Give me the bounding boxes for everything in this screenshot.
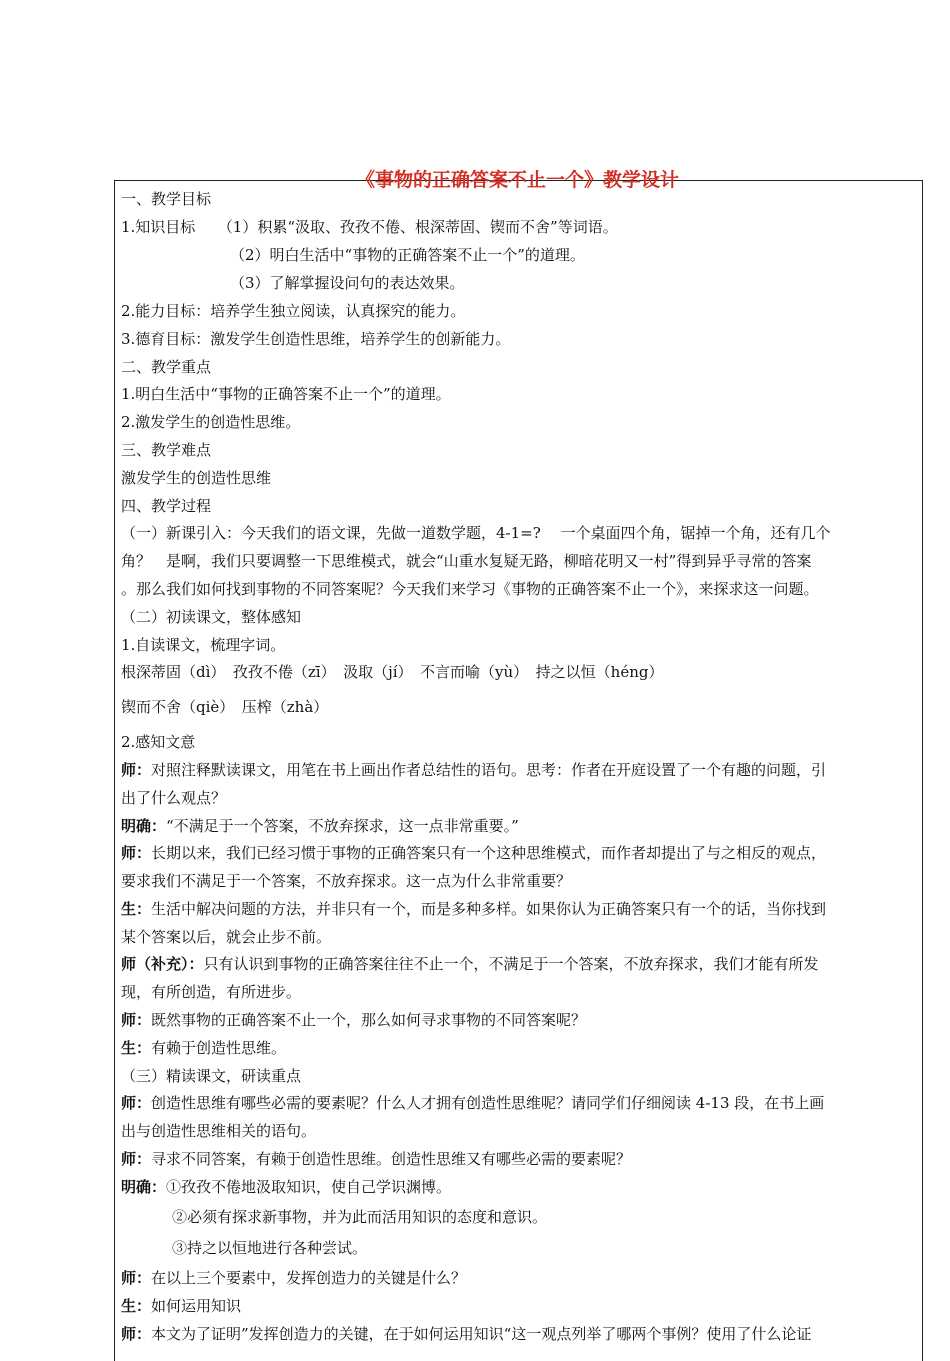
line-text: （3）了解掌握设问句的表达效果。 — [230, 274, 465, 292]
line-text: 寻求不同答案，有赖于创造性思维。创造性思维又有哪些必需的要素呢？ — [151, 1150, 632, 1168]
line-text: ②必须有探求新事物，并为此而活用知识的态度和意识。 — [172, 1208, 548, 1226]
text-line — [121, 580, 916, 598]
text-line — [121, 497, 916, 515]
text-line — [121, 190, 916, 208]
line-text: ①孜孜不倦地汲取知识，使自己学识渊博。 — [166, 1178, 452, 1196]
text-line — [230, 274, 950, 292]
text-line — [121, 1325, 916, 1343]
line-text: 本文为了证明”发挥创造力的关键，在于如何运用知识“这一观点列举了哪两个事例？使用了什么论证 — [151, 1325, 812, 1343]
text-line — [121, 302, 916, 320]
line-text: 出与创造性思维相关的语句。 — [121, 1122, 317, 1140]
speaker-label: 师： — [121, 1269, 152, 1287]
text-line — [121, 761, 916, 779]
line-text: 创造性思维有哪些必需的要素呢？什么人才拥有创造性思维呢？请同学们仔细阅读 4-13 段，在书上画 — [151, 1094, 825, 1112]
text-line — [121, 608, 916, 626]
text-line — [172, 1239, 950, 1257]
text-line — [121, 1094, 916, 1112]
line-text: （2）明白生活中“事物的正确答案不止一个”的道理。 — [230, 246, 585, 264]
text-line — [121, 469, 916, 487]
text-line — [121, 218, 916, 236]
text-line — [121, 872, 916, 890]
text-line — [121, 900, 916, 918]
line-text: 在以上三个要素中，发挥创造力的关键是什么？ — [151, 1269, 467, 1287]
line-text: （三）精读课文，研读重点 — [121, 1067, 302, 1085]
line-text: 激发学生的创造性思维 — [121, 469, 272, 487]
line-text: 2.激发学生的创造性思维。 — [121, 413, 301, 431]
line-text: 某个答案以后，就会止步不前。 — [121, 928, 332, 946]
page-title: 《事物的正确答案不止一个》教学设计 — [355, 169, 679, 191]
text-line — [121, 330, 916, 348]
line-text: ③持之以恒地进行各种尝试。 — [172, 1239, 368, 1257]
text-line — [172, 1208, 950, 1226]
line-text: “不满足于一个答案，不放弃探求，这一点非常重要。” — [166, 817, 519, 835]
line-text: 长期以来，我们已经习惯于事物的正确答案只有一个这种思维模式，而作者却提出了与之相反的观点， — [151, 844, 827, 862]
text-line — [121, 1039, 916, 1057]
line-text: （二）初读课文，整体感知 — [121, 608, 302, 626]
text-line — [121, 817, 916, 835]
text-line — [121, 524, 916, 542]
text-line — [121, 1269, 916, 1287]
text-line — [121, 1122, 916, 1140]
line-text: 一、教学目标 — [121, 190, 212, 208]
line-text: 生活中解决问题的方法，并非只有一个，而是多种多样。如果你认为正确答案只有一个的话，当你找到 — [151, 900, 827, 918]
text-line — [121, 663, 916, 681]
text-line — [121, 928, 916, 946]
speaker-label: 师： — [121, 1325, 152, 1343]
text-line — [121, 1011, 916, 1029]
speaker-label: 师： — [121, 761, 152, 779]
line-text: 二、教学重点 — [121, 358, 212, 376]
speaker-label: 师： — [121, 1094, 152, 1112]
line-text: 要求我们不满足于一个答案，不放弃探求。这一点为什么非常重要？ — [121, 872, 572, 890]
text-line — [121, 636, 916, 654]
line-text: 3.德育目标：激发学生创造性思维，培养学生的创新能力。 — [121, 330, 511, 348]
text-line — [121, 358, 916, 376]
speaker-label: 师： — [121, 844, 152, 862]
line-text: 现，有所创造，有所进步。 — [121, 983, 302, 1001]
text-line — [121, 1067, 916, 1085]
text-line — [121, 698, 916, 716]
line-text: 四、教学过程 — [121, 497, 212, 515]
line-text: 2.能力目标：培养学生独立阅读，认真探究的能力。 — [121, 302, 466, 320]
line-text: 既然事物的正确答案不止一个，那么如何寻求事物的不同答案呢？ — [151, 1011, 587, 1029]
speaker-label: 明确： — [121, 1178, 167, 1196]
speaker-label: 师： — [121, 1150, 152, 1168]
line-text: 2.感知文意 — [121, 733, 196, 751]
line-text: 对照注释默读课文，用笔在书上画出作者总结性的语句。思考：作者在开庭设置了一个有趣的问题，引 — [151, 761, 827, 779]
text-line — [121, 552, 916, 570]
text-line — [121, 789, 916, 807]
text-line — [121, 955, 916, 973]
text-line — [121, 983, 916, 1001]
line-text: 三、教学难点 — [121, 441, 212, 459]
line-text: 出了什么观点？ — [121, 789, 227, 807]
line-text: 锲而不舍（qiè） 压榨（zhà） — [121, 698, 329, 716]
text-line — [121, 844, 916, 862]
text-line — [121, 1178, 916, 1196]
line-text: （一）新课引入：今天我们的语文课，先做一道数学题，4-1=? 一个桌面四个角，锯掉一个角，还有几个 — [121, 524, 831, 542]
speaker-label: 师： — [121, 1011, 152, 1029]
text-line — [121, 441, 916, 459]
speaker-label: 生： — [121, 1297, 152, 1315]
line-text: 1.明白生活中“事物的正确答案不止一个”的道理。 — [121, 385, 451, 403]
line-text: 有赖于创造性思维。 — [151, 1039, 287, 1057]
text-line — [121, 413, 916, 431]
line-text: 只有认识到事物的正确答案往往不止一个，不满足于一个答案，不放弃探求，我们才能有所发 — [203, 955, 819, 973]
text-line — [121, 733, 916, 751]
line-text: 1.知识目标 （1）积累“汲取、孜孜不倦、根深蒂固、锲而不舍”等词语。 — [121, 218, 618, 236]
line-text: 。那么我们如何找到事物的不同答案呢？今天我们来学习《事物的正确答案不止一个》，来探求这一问题。 — [121, 580, 819, 598]
line-text: 根深蒂固（dì） 孜孜不倦（zī） 汲取（jí） 不言而喻（yù） 持之以恒（héng） — [121, 663, 664, 681]
line-text: 如何运用知识 — [151, 1297, 242, 1315]
speaker-label: 生： — [121, 1039, 152, 1057]
line-text: 角？ 是啊，我们只要调整一下思维模式，就会“山重水复疑无路，柳暗花明又一村”得到异乎寻常的答案 — [121, 552, 812, 570]
line-text: 1.自读课文，梳理字词。 — [121, 636, 286, 654]
text-line — [121, 1297, 916, 1315]
speaker-label: 明确： — [121, 817, 167, 835]
speaker-label: 生： — [121, 900, 152, 918]
text-line — [121, 385, 916, 403]
text-line — [230, 246, 950, 264]
text-line — [121, 1150, 916, 1168]
speaker-label: 师（补充）： — [121, 955, 204, 973]
